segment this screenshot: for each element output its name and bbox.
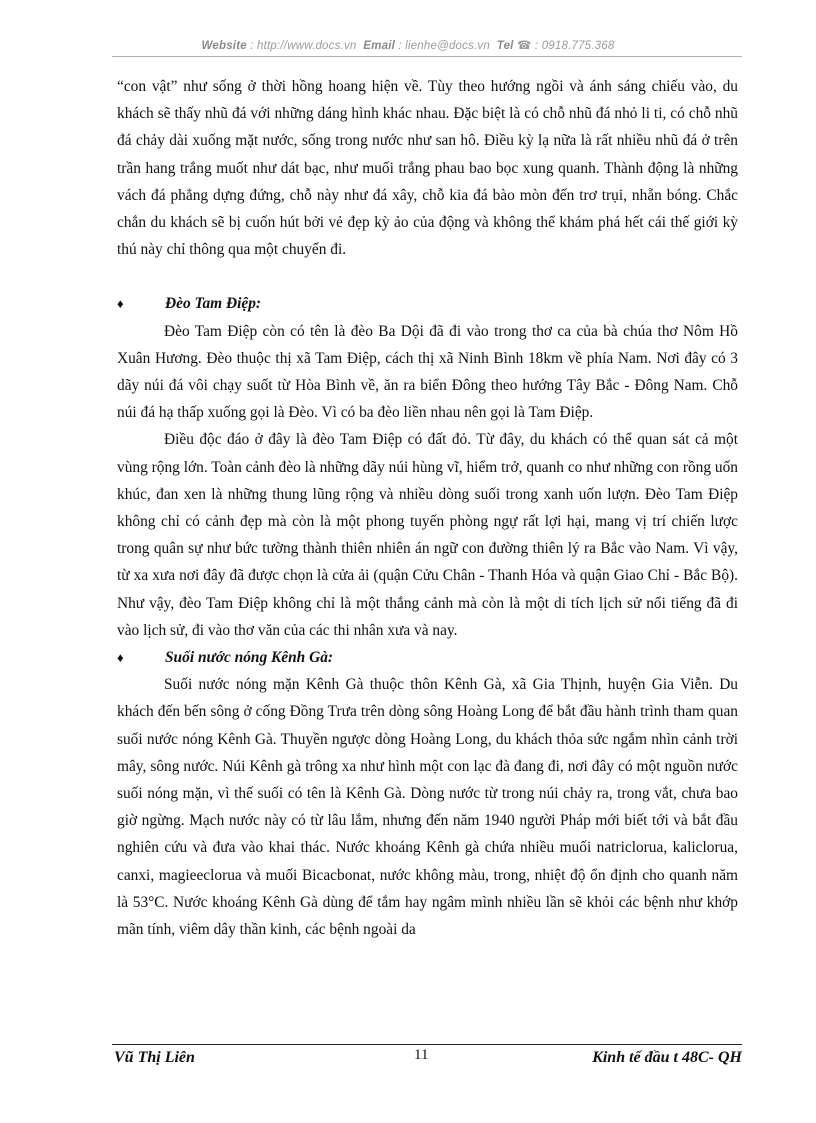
- page-header: [0, 38, 816, 52]
- paragraph-tam-diep-detail: Điều độc đáo ở đây là đèo Tam Điệp có đất đỏ. Từ đây, du khách có thể quan sát cả một vùng rộng lớn. Toàn cảnh đèo là những dãy núi hùng vĩ, hiểm trở, quanh co như những con rồng uốn khúc, đan xen là những thung lũng rộng và nhiều dòng suối trong xanh uốn lượn. Đèo Tam Điệp không chỉ có cảnh đẹp mà còn là một phong tuyến phòng ngự rất lợi hại, mang vị trí chiến lược trong quân sự như bức tường thành thiên nhiên án ngữ con đường thiên lý ra Bắc vào Nam. Vì vậy, từ xa xưa nơi đây đã được chọn là cửa ải (quận Cửu Chân - Thanh Hóa và quận Giao Chỉ - Bắc Bộ). Như vậy, đèo Tam Điệp không chỉ là một thắng cảnh mà còn là một di tích lịch sử nổi tiếng đã đi vào lịch sử, đi vào thơ văn của các thi nhân xưa và nay.: [117, 431, 738, 639]
- section-heading-text: Suối nước nóng Kênh Gà:: [165, 649, 334, 667]
- page-footer: [114, 1047, 742, 1071]
- document-body: [117, 73, 738, 943]
- paragraph-kenh-ga: Suối nước nóng mặn Kênh Gà thuộc thôn Kênh Gà, xã Gia Thịnh, huyện Gia Viễn. Du khách đến bến sông ở cống Đồng Trưa trên dòng sông Hoàng Long để bắt đầu hành trình tham quan suối nước nóng Kênh Gà. Thuyền ngược dòng Hoàng Long, du khách thỏa sức ngắm nhìn cảnh trời mây, sông nước. Núi Kênh gà trông xa như hình một con lạc đà đang đi, nơi đây có một nguồn nước suối nóng mặn, vì thế suối có tên là Kênh Gà. Dòng nước từ trong núi chảy ra, trong vắt, chưa bao giờ ngừng. Mạch nước này có từ lâu lắm, nhưng đến năm 1940 người Pháp mới biết tới và bắt đầu nghiên cứu và đưa vào khai thác. Nước khoáng Kênh gà chứa nhiều muối natriclorua, kaliclorua, canxi, magieeclorua và muối Bicacbonat, nước không màu, trong, nhiệt độ ổn định cho quanh năm là 53°C. Nước khoáng Kênh Gà dùng để tắm hay ngâm mình nhiều lần sẽ khỏi các bệnh như khớp mãn tính, viêm dây thần kinh, các bệnh ngoài da: [117, 676, 738, 939]
- diamond-bullet-icon: ♦: [117, 650, 124, 666]
- website-url[interactable]: : http://www.docs.vn: [250, 40, 357, 52]
- website-label: Website: [201, 40, 247, 52]
- paragraph-tam-diep-intro: Đèo Tam Điệp còn có tên là đèo Ba Dội đã đi vào trong thơ ca của bà chúa thơ Nôm Hồ Xuân Hương. Đèo thuộc thị xã Tam Điệp, cách thị xã Ninh Bình 18km về phía Nam. Nơi đây có 3 dãy núi đá vôi chạy suốt từ Hòa Bình về, ăn ra biển Đông theo hướng Tây Bắc - Đông Nam. Chỗ núi đá hạ thấp xuống gọi là Đèo. Vì có ba đèo liền nhau nên gọi là Tam Điệp.: [117, 322, 738, 422]
- footer-class-label: Kinh tế đầu t 48C- QH: [592, 1049, 742, 1066]
- footer-author: Vũ Thị Liên: [114, 1049, 195, 1066]
- header-divider: [112, 56, 742, 57]
- paragraph-spacer: [117, 263, 738, 290]
- page-number: 11: [414, 1047, 429, 1063]
- section-heading-kenh-ga: [117, 644, 738, 671]
- tel-label: Tel: [496, 40, 514, 52]
- diamond-bullet-icon: ♦: [117, 296, 124, 312]
- section-heading-tam-diep: [117, 290, 738, 317]
- email-address[interactable]: : lienhe@docs.vn: [398, 40, 490, 52]
- email-label: Email: [363, 40, 395, 52]
- tel-number: ☎ : 0918.775.368: [516, 40, 615, 52]
- paragraph-cave-description: “con vật” như sống ở thời hồng hoang hiện về. Tùy theo hướng ngồi và ánh sáng chiếu vào, du khách sẽ thấy nhũ đá với những dáng hình khác nhau. Đặc biệt là có chỗ nhũ đá nhỏ li ti, có chỗ nhũ đá chảy dài xuống mặt nước, sống trong nước như san hô. Điều kỳ lạ nữa là rất nhiều nhũ đá ở trên trần hang trắng muốt như dát bạc, như muối trắng phau bao bọc xung quanh. Thành động là những vách đá phẳng dựng đứng, chỗ này như đá xây, chỗ kia đá bào mòn đến trơ trụi, nhẵn bóng. Chắc chắn du khách sẽ bị cuốn hút bởi vẻ đẹp kỳ ảo của động và không thể khám phá hết cái thế giới kỳ thú này chỉ thông qua một chuyến đi.: [117, 78, 738, 259]
- footer-divider: [112, 1044, 742, 1045]
- section-heading-text: Đèo Tam Điệp:: [165, 295, 262, 313]
